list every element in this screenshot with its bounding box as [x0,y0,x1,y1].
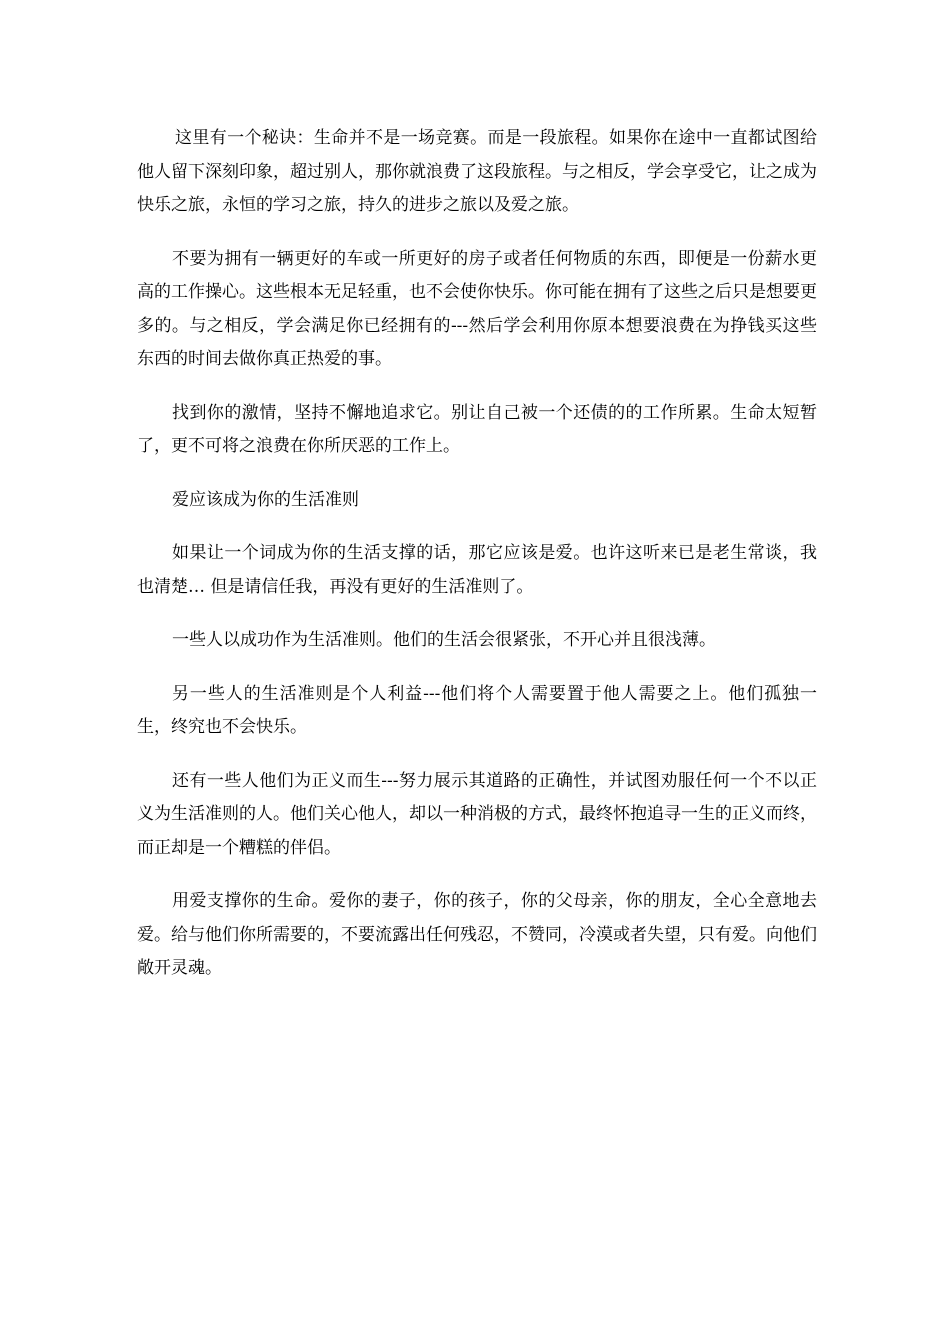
paragraph-justice: 还有一些人他们为正义而生---努力展示其道路的正确性，并试图劝服任何一个不以正义为生活准则的人。他们关心他人，却以一种消极的方式，最终怀抱追寻一生的正义而终，而正却是一个糟糕的伴侣。 [137,770,817,858]
section-heading: 爱应该成为你的生活准则 [172,489,359,510]
paragraph-possessions: 不要为拥有一辆更好的车或一所更好的房子或者任何物质的东西，即便是一份薪水更高的工作操心。这些根本无足轻重，也不会使你快乐。你可能在拥有了这些之后只是想要更多的。与之相反，学会满足你已经拥有的---然后学会利用你原本想要浪费在为挣钱买这些东西的时间去做你真正热爱的事。 [137,248,817,369]
document-body [137,122,817,1006]
paragraph-passion: 找到你的激情，坚持不懈地追求它。别让自己被一个还债的的工作所累。生命太短暂了，更不可将之浪费在你所厌恶的工作上。 [137,402,817,456]
paragraph-self-interest: 另一些人的生活准则是个人利益---他们将个人需要置于他人需要之上。他们孤独一生，终究也不会快乐。 [137,683,817,737]
paragraph-love-support: 用爱支撑你的生命。爱你的妻子，你的孩子，你的父母亲，你的朋友，全心全意地去爱。给与他们你所需要的，不要流露出任何残忍，不赞同，冷漠或者失望，只有爱。向他们敞开灵魂。 [137,891,817,978]
paragraph-secret: 这里有一个秘诀：生命并不是一场竞赛。而是一段旅程。如果你在途中一直都试图给他人留下深刻印象，超过别人，那你就浪费了这段旅程。与之相反，学会享受它，让之成为快乐之旅，永恒的学习之旅，持久的进步之旅以及爱之旅。 [137,128,817,215]
paragraph-love-word: 如果让一个词成为你的生活支撑的话，那它应该是爱。也许这听来已是老生常谈，我也清楚… 但是请信任我，再没有更好的生活准则了。 [137,543,817,597]
paragraph-success: 一些人以成功作为生活准则。他们的生活会很紧张，不开心并且很浅薄。 [172,630,716,650]
